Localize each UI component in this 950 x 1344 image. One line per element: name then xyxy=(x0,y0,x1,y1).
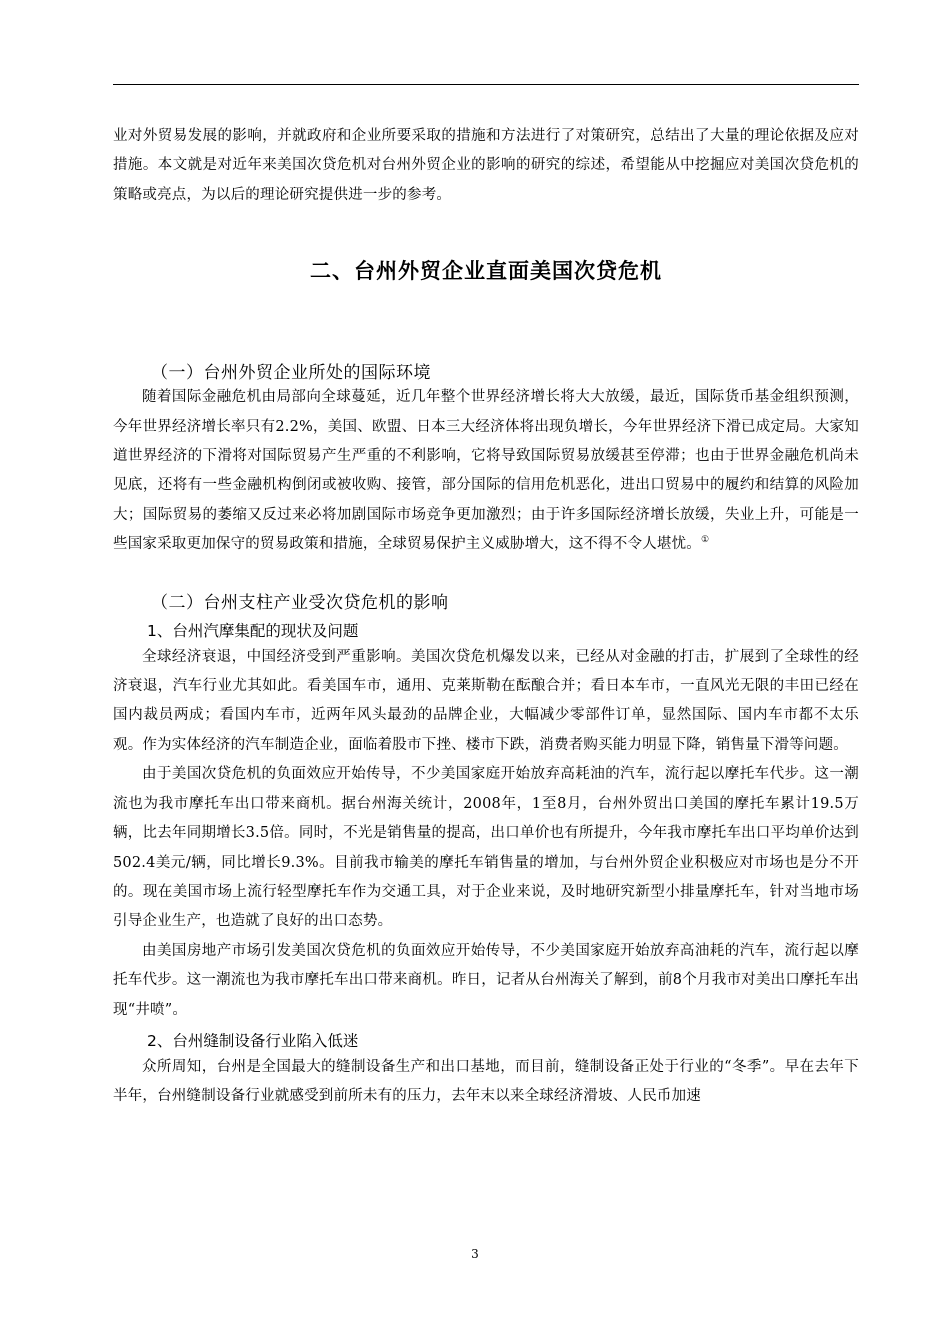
page-body xyxy=(113,122,859,1112)
chapter-title: 二、台州外贸企业直面美国次贷危机 xyxy=(310,259,662,284)
subsection-2-paragraph: 众所周知，台州是全国最大的缝制设备生产和出口基地，而目前，缝制设备正处于行业的“冬季”。早在去年下半年，台州缝制设备行业就感受到前所未有的压力，去年末以来全球经济滑坡、人民币加速 xyxy=(113,1058,859,1105)
section-1-paragraph xyxy=(113,383,859,559)
footnote-mark: ① xyxy=(701,535,710,546)
section-1-text: 随着国际金融危机由局部向全球蔓延，近几年整个世界经济增长将大大放缓，最近，国际货币基金组织预测，今年世界经济增长率只有2.2%，美国、欧盟、日本三大经济体将出现负增长，今年世界经济下滑已成定局。大家知道世界经济的下滑将对国际贸易产生严重的不利影响，它将导致国际贸易放缓甚至停滞；也由于世界金融危机尚未见底，还将有一些金融机构倒闭或被收购、接管，部分国际的信用危机恶化，进出口贸易中的履约和结算的风险加大；国际贸易的萎缩又反过来必将加剧国际市场竞争更加激烈；由于许多国际经济增长放缓，失业上升，可能是一些国家采取更加保守的贸易政策和措施，全球贸易保护主义威胁增大，这不得不令人堪忧。 xyxy=(113,389,859,553)
section-1-title: （一）台州外贸企业所处的国际环境 xyxy=(151,363,431,384)
intro-paragraph: 业对外贸易发展的影响，并就政府和企业所要采取的措施和方法进行了对策研究，总结出了大量的理论依据及应对措施。本文就是对近年来美国次贷危机对台州外贸企业的影响的研究的综述，希望能从中挖掘应对美国次贷危机的策略或亮点，为以后的理论研究提供进一步的参考。 xyxy=(113,128,859,203)
header-rule xyxy=(113,84,859,85)
subsection-1-paragraph-3: 由美国房地产市场引发美国次贷危机的负面效应开始传导，不少美国家庭开始放弃高油耗的汽车，流行起以摩托车代步。这一潮流也为我市摩托车出口带来商机。昨日，记者从台州海关了解到，前8个月我市对美出口摩托车出现“井喷”。 xyxy=(113,942,859,1018)
subsection-1-title: 1、台州汽摩集配的现状及问题 xyxy=(147,621,359,640)
section-2-title: （二）台州支柱产业受次贷危机的影响 xyxy=(151,592,449,613)
subsection-1-paragraph-2: 由于美国次贷危机的负面效应开始传导，不少美国家庭开始放弃高耗油的汽车，流行起以摩托车代步。这一潮流也为我市摩托车出口带来商机。据台州海关统计，2008年，1至8月，台州外贸出口美国的摩托车累计19.5万辆，比去年同期增长3.5倍。同时，不光是销售量的提高，出口单价也有所提升，今年我市摩托车出口平均单价达到502.4美元/辆，同比增长9.3%。目前我市输美的摩托车销售量的增加，与台州外贸企业积极应对市场也是分不开的。现在美国市场上流行轻型摩托车作为交通工具，对于企业来说，及时地研究新型小排量摩托车，针对当地市场引导企业生产，也造就了良好的出口态势。 xyxy=(113,766,859,930)
subsection-1-paragraph-1: 全球经济衰退，中国经济受到严重影响。美国次贷危机爆发以来，已经从对金融的打击，扩展到了全球性的经济衰退，汽车行业尤其如此。看美国车市，通用、克莱斯勒在酝酿合并；看日本车市，一直风光无限的丰田已经在国内裁员两成；看国内车市，近两年风头最劲的品牌企业，大幅减少零部件订单，显然国际、国内车市都不太乐观。作为实体经济的汽车制造企业，面临着股市下挫、楼市下跌，消费者购买能力明显下降，销售量下滑等问题。 xyxy=(113,648,859,753)
subsection-2-title: 2、台州缝制设备行业陷入低迷 xyxy=(147,1031,359,1050)
page-number: 3 xyxy=(471,1247,479,1261)
